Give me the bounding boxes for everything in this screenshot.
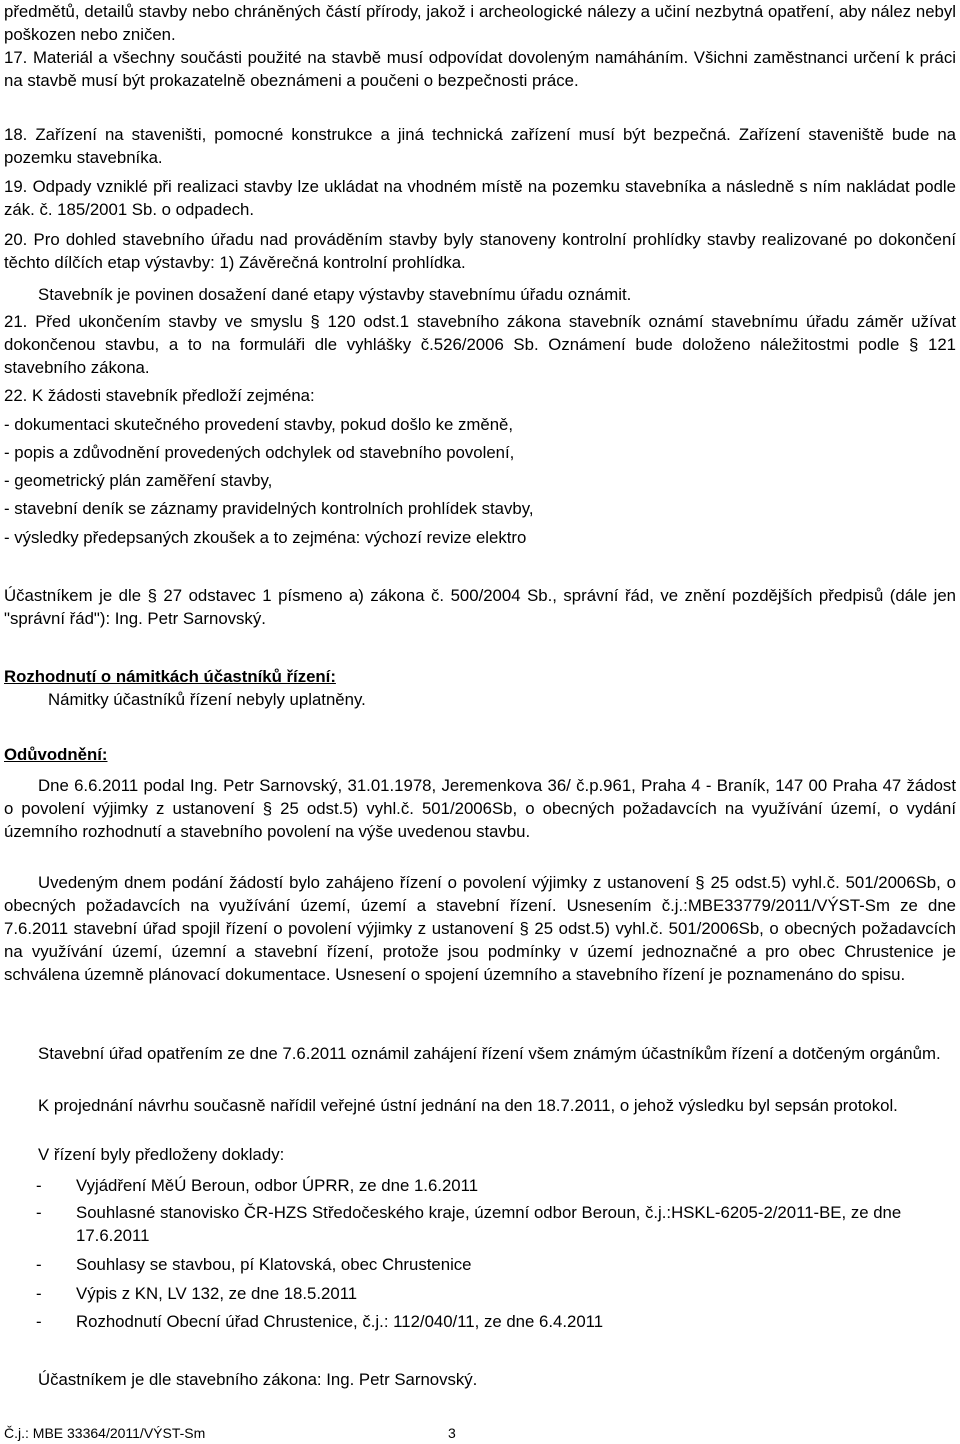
condition-19 (4, 175, 956, 221)
objections-heading: Rozhodnutí o námitkách účastníků řízení: (4, 667, 336, 686)
dash-marker: - (36, 1312, 42, 1331)
condition-text: Materiál a všechny součásti použité na stavbě musí odpovídat dovoleným namáháním. Všichni zaměstnanci určení k práci na stavbě musí být prokazatelně obeznámeni a poučeni o bezpečnosti práce. (4, 48, 957, 90)
condition-number: 17. (4, 48, 28, 67)
dash-marker: - (36, 1176, 42, 1195)
document-list-item (36, 1201, 956, 1247)
condition-21 (4, 310, 956, 379)
reasoning-paragraph: Uvedeným dnem podání žádostí bylo zahájeno řízení o povolení výjimky z ustanovení § 25 odst.5) vyhl.č. 501/2006Sb, o obecných požadavcích na využívání území, území a stavební řízení. Usnesením č.j.:MBE33779/2011/VÝST-Sm ze dne 7.6.2011 stavební úřad spojil řízení o povolení výjimky z ustanovení § 25 odst.5) vyhl.č. 501/2006Sb, o obecných požadavcích na využívání území, územní a stavební řízení, protože jsou podmínky v území jednoznačné a pro obec Chrustenice je schválena územně plánovací dokumentace. Usnesení o spojení územního a stavebního řízení je poznamenáno do spisu. (4, 873, 956, 984)
document-text: Souhlasy se stavbou, pí Klatovská, obec Chrustenice (76, 1255, 472, 1274)
condition-number: 18. (4, 125, 28, 144)
dash-marker: - (36, 1203, 42, 1222)
reasoning-paragraph: V řízení byly předloženy doklady: (38, 1145, 285, 1164)
page-footer (4, 1424, 456, 1442)
condition-text: Před ukončením stavby ve smyslu § 120 odst.1 stavebního zákona stavebník oznámí stavebnímu úřadu záměr užívat dokončenou stavbu, a to na formuláři dle vyhlášky č.526/2006 Sb. Oznámení bude doloženo náležitostmi podle § 121 stavebního zákona. (4, 312, 956, 377)
reasoning-heading: Odůvodnění: (4, 745, 108, 764)
condition-text: Stavebník je povinen dosažení dané etapy výstavby stavebnímu úřadu oznámit. (38, 285, 632, 304)
condition-number: 19. (4, 177, 28, 196)
document-list-item (36, 1310, 956, 1333)
condition-22 (4, 384, 956, 407)
paragraph-participant: Účastníkem je dle § 27 odstavec 1 písmeno a) zákona č. 500/2004 Sb., správní řád, ve znění pozdějších předpisů (dále jen "správní řád"): Ing. Petr Sarnovský. (4, 586, 956, 628)
condition-17 (4, 46, 956, 92)
dash-marker: - (36, 1255, 42, 1274)
condition-number: 21. (4, 312, 28, 331)
dash-marker: - (36, 1284, 42, 1303)
document-list-item (36, 1174, 956, 1197)
document-text: Vyjádření MěÚ Beroun, odbor ÚPRR, ze dne 1.6.2011 (76, 1176, 479, 1195)
condition-text: Pro dohled stavebního úřadu nad prováděním stavby byly stanoveny kontrolní prohlídky stavby realizované po dokončení těchto dílčích etap výstavby: 1) Závěrečná kontrolní prohlídka. (4, 230, 956, 272)
requirement-item: - geometrický plán zaměření stavby, (4, 471, 273, 490)
condition-text: K žádosti stavebník předloží zejména: (32, 386, 315, 405)
building-participant: Účastníkem je dle stavebního zákona: Ing. Petr Sarnovský. (38, 1370, 478, 1389)
requirement-item: - dokumentaci skutečného provedení stavby, pokud došlo ke změně, (4, 415, 514, 434)
condition-text: Zařízení na staveništi, pomocné konstrukce a jiná technická zařízení musí být bezpečná. Zařízení staveniště bude na pozemku stavebníka. (4, 125, 956, 167)
paragraph-intro: předmětů, detailů stavby nebo chráněných částí přírody, jakož i archeologické nálezy a učiní nezbytná opatření, aby nález nebyl poškozen nebo zničen. (4, 2, 956, 44)
document-text: Rozhodnutí Obecní úřad Chrustenice, č.j.: 112/040/11, ze dne 6.4.2011 (76, 1312, 604, 1331)
requirement-item: - popis a zdůvodnění provedených odchylek od stavebního povolení, (4, 443, 515, 462)
reference-number: Č.j.: MBE 33364/2011/VÝST-Sm (4, 1425, 206, 1441)
condition-number: 22. (4, 386, 28, 405)
reasoning-paragraph: Stavební úřad opatřením ze dne 7.6.2011 oznámil zahájení řízení všem známým účastníkům řízení a dotčeným orgánům. (38, 1044, 941, 1063)
condition-number: 20. (4, 230, 28, 249)
requirement-item: - výsledky předepsaných zkoušek a to zejména: výchozí revize elektro (4, 528, 527, 547)
document-list-item (36, 1253, 956, 1276)
reasoning-paragraph: Dne 6.6.2011 podal Ing. Petr Sarnovský, 31.01.1978, Jeremenkova 36/ č.p.961, Praha 4 - Braník, 147 00 Praha 47 žádost o povolení výjimky z ustanovení § 25 odst.5) vyhl.č. 501/2006Sb, o obecných požadavcích na využívání území, o vydání územního rozhodnutí a stavebního povolení na výše uvedenou stavbu. (4, 776, 956, 841)
condition-20-note (4, 283, 956, 306)
condition-text: Odpady vzniklé při realizaci stavby lze ukládat na vhodném místě na pozemku stavebníka a následně s ním nakládat podle zák. č. 185/2001 Sb. o odpadech. (4, 177, 956, 219)
document-text: Souhlasné stanovisko ČR-HZS Středočeského kraje, územní odbor Beroun, č.j.:HSKL-6205-2/2011-BE, ze dne 17.6.2011 (76, 1203, 902, 1245)
page-number: 3 (448, 1425, 456, 1441)
reasoning-paragraph: K projednání návrhu současně nařídil veřejné ústní jednání na den 18.7.2011, o jehož výsledku byl sepsán protokol. (38, 1096, 898, 1115)
condition-20 (4, 228, 956, 274)
condition-18 (4, 123, 956, 169)
document-text: Výpis z KN, LV 132, ze dne 18.5.2011 (76, 1284, 358, 1303)
document-list-item (36, 1282, 956, 1305)
objections-text: Námitky účastníků řízení nebyly uplatněny. (48, 690, 366, 709)
requirement-item: - stavební deník se záznamy pravidelných kontrolních prohlídek stavby, (4, 499, 534, 518)
